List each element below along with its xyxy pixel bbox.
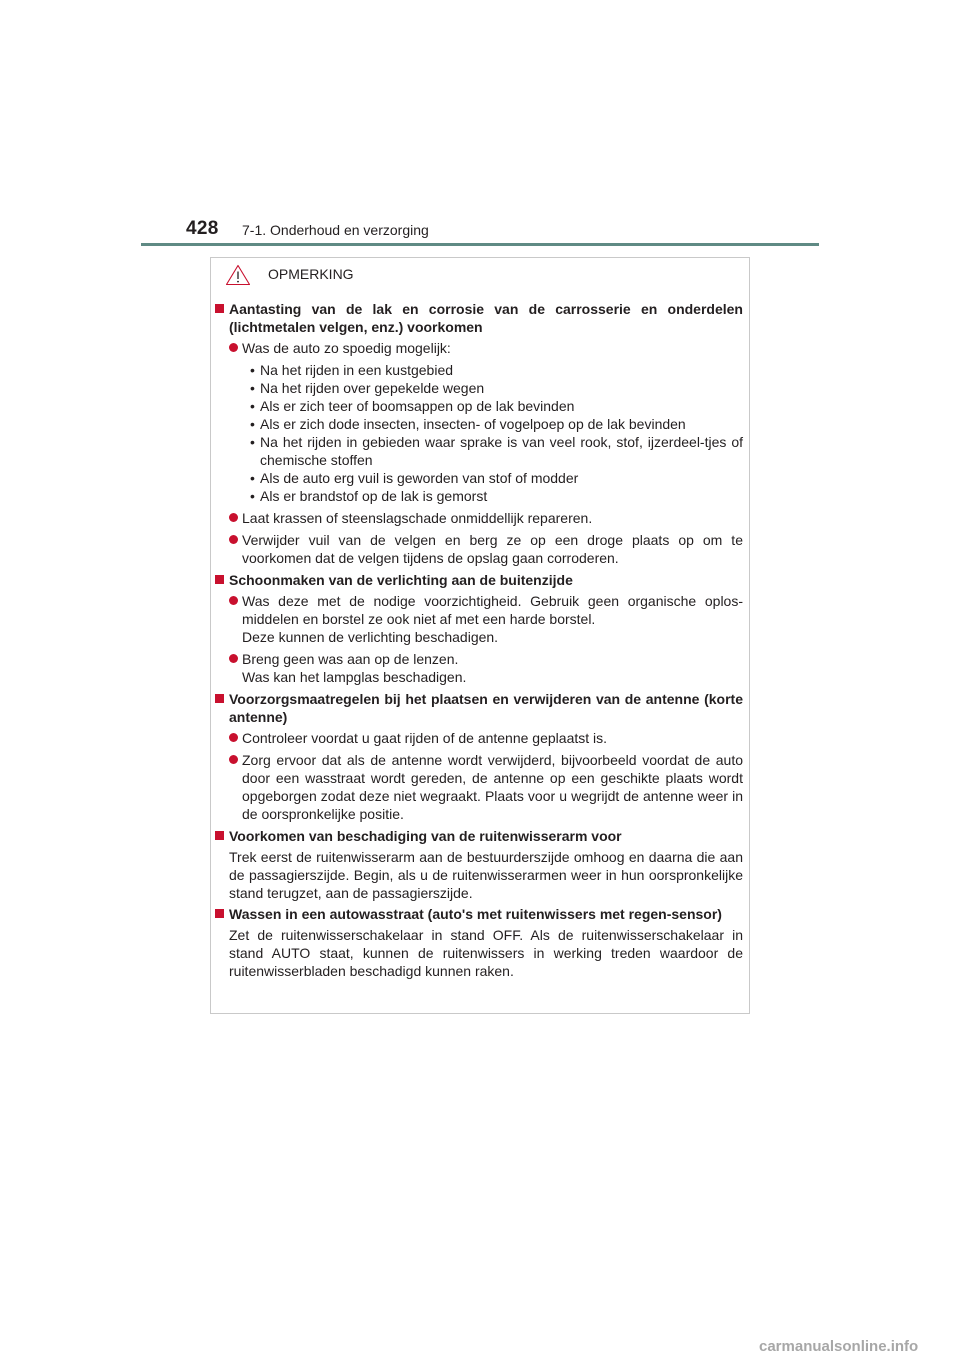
round-bullet-icon <box>229 513 238 522</box>
square-bullet-icon <box>215 575 224 584</box>
bullet-text: Zorg ervoor dat als de antenne wordt verwijderd, bijvoorbeeld voordat de auto door een wasstraat wordt gereden, de antenne op een geschikte plaats wordt opgeborgen zodat deze niet wegraakt. Plaats voor u wegrijdt de antenne weer in de oorspronkelijke positie. <box>242 752 743 822</box>
bullet-text-line2: Was kan het lampglas beschadigen. <box>242 669 467 685</box>
sub-item: • Na het rijden in gebieden waar sprake is van veel rook, stof, ijzerdeel-tjes of chemische stoffen <box>250 434 743 468</box>
round-bullet-icon <box>229 654 238 663</box>
header-rule <box>141 243 819 246</box>
bullet-item <box>215 592 743 646</box>
round-bullet-icon <box>229 535 238 544</box>
notice-box <box>210 257 750 1014</box>
sub-item: • Als er brandstof op de lak is gemorst <box>250 488 488 504</box>
bullet-item <box>215 509 743 527</box>
sub-text: Na het rijden in een kustgebied <box>260 362 454 378</box>
page-number: 428 <box>186 218 219 239</box>
heading-text: Voorzorgsmaatregelen bij het plaatsen en verwijderen van de antenne (korte antenne) <box>229 691 743 725</box>
notice-label: OPMERKING <box>268 266 354 282</box>
sub-item: • Als er zich dode insecten, insecten- of vogelpoep op de lak bevinden <box>250 416 686 432</box>
square-bullet-icon <box>215 304 224 313</box>
round-bullet-icon <box>229 733 238 742</box>
sub-item: • Als er zich teer of boomsappen op de lak bevinden <box>250 398 575 414</box>
bullet-text: Was de auto zo spoedig mogelijk: <box>242 340 451 356</box>
section-paragraph: Trek eerst de ruitenwisserarm aan de bestuurderszijde omhoog en daarna die aan de passagierszijde. Begin, als u de ruitenwisserarmen weer in hun oorspronkelijke stand terugzet, aan de passagierszijde. <box>229 849 743 901</box>
bullet-text-line2: Deze kunnen de verlichting beschadigen. <box>242 629 499 645</box>
bullet-item <box>215 650 743 686</box>
square-bullet-icon <box>215 694 224 703</box>
bullet-item <box>215 751 743 823</box>
sub-item: • Na het rijden in een kustgebied <box>250 362 454 378</box>
watermark-text: carmanualsonline.info <box>759 1338 919 1355</box>
section-heading <box>215 690 743 726</box>
round-bullet-icon <box>229 343 238 352</box>
bullet-text: Controleer voordat u gaat rijden of de antenne geplaatst is. <box>242 730 608 746</box>
sub-list <box>215 361 743 505</box>
bullet-text: Was deze met de nodige voorzichtigheid. Gebruik geen organische oplos-middelen en borstel ze ook niet af met een harde borstel. <box>242 593 743 627</box>
sub-item: • Na het rijden over gepekelde wegen <box>250 380 485 396</box>
bullet-text: Verwijder vuil van de velgen en berg ze op een droge plaats op om te voorkomen dat de velgen tijdens de opslag gaan corroderen. <box>242 532 743 566</box>
section-heading <box>215 300 743 336</box>
bullet-item <box>215 339 743 357</box>
sub-text: Na het rijden over gepekelde wegen <box>260 380 485 396</box>
sub-text: Na het rijden in gebieden waar sprake is van veel rook, stof, ijzerdeel-tjes of chemische stoffen <box>260 434 743 468</box>
section-title: 7-1. Onderhoud en verzorging <box>242 222 429 238</box>
sub-text: Als er zich dode insecten, insecten- of vogelpoep op de lak bevinden <box>260 416 686 432</box>
square-bullet-icon <box>215 909 224 918</box>
sub-text: Als er brandstof op de lak is gemorst <box>260 488 488 504</box>
heading-text: Wassen in een autowasstraat (auto's met ruitenwissers met regen-sensor) <box>229 906 722 922</box>
bullet-text: Laat krassen of steenslagschade onmiddellijk repareren. <box>242 510 593 526</box>
section-heading <box>215 905 743 923</box>
heading-text: Schoonmaken van de verlichting aan de buitenzijde <box>229 572 573 588</box>
bullet-item <box>215 531 743 567</box>
section-heading <box>215 827 743 845</box>
square-bullet-icon <box>215 831 224 840</box>
sub-text: Als er zich teer of boomsappen op de lak bevinden <box>260 398 575 414</box>
sub-text: Als de auto erg vuil is geworden van stof of modder <box>260 470 579 486</box>
round-bullet-icon <box>229 596 238 605</box>
heading-text: Aantasting van de lak en corrosie van de carrosserie en onderdelen (lichtmetalen velgen, enz.) voorkomen <box>229 301 743 335</box>
round-bullet-icon <box>229 755 238 764</box>
section-heading <box>215 571 743 589</box>
warning-triangle-icon <box>225 264 251 286</box>
sub-item: • Als de auto erg vuil is geworden van stof of modder <box>250 470 579 486</box>
bullet-item <box>215 729 743 747</box>
notice-content <box>215 300 743 983</box>
bullet-text: Breng geen was aan op de lenzen. <box>242 651 459 667</box>
heading-text: Voorkomen van beschadiging van de ruitenwisserarm voor <box>229 828 622 844</box>
section-paragraph: Zet de ruitenwisserschakelaar in stand OFF. Als de ruitenwisserschakelaar in stand AUTO staat, kunnen de ruitenwissers in werking treden waardoor de ruitenwisserbladen beschadigd kunnen raken. <box>229 927 743 979</box>
